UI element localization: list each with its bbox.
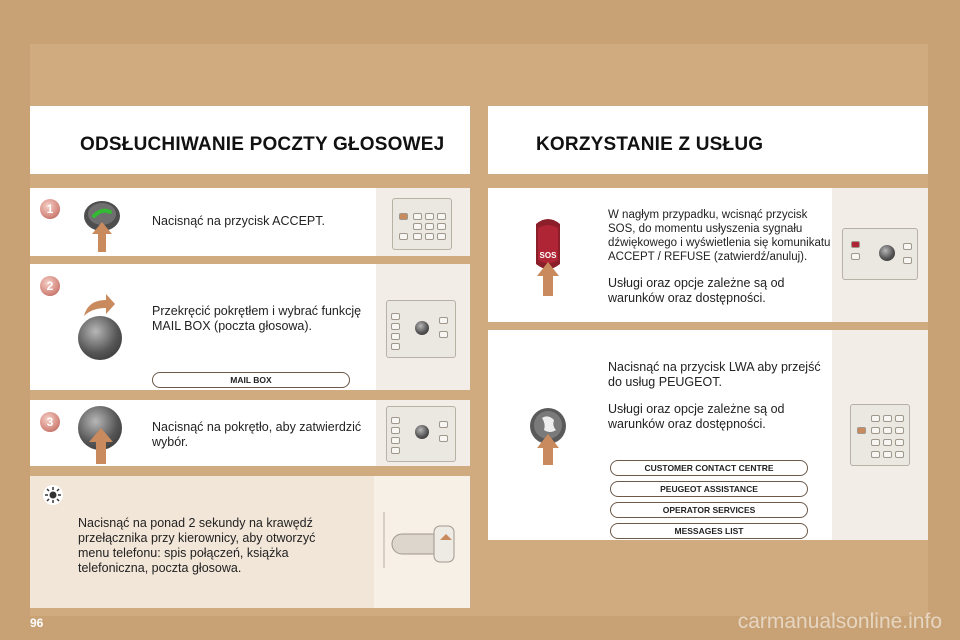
- step-2-panel: [30, 264, 470, 390]
- step-1-text: Nacisnąć na przycisk ACCEPT.: [152, 214, 325, 228]
- sos-illustration-bg: [832, 188, 928, 322]
- step-2-illustration-bg: [376, 264, 470, 390]
- rotary-knob-icon: [78, 316, 122, 360]
- menu-item-peugeot-assistance: PEUGEOT ASSISTANCE: [610, 481, 808, 497]
- tip-illustration-bg: [374, 476, 470, 608]
- sos-instruction-text: W nagłym przypadku, wcisnąć przycisk SOS, do momentu usłyszenia sygnału dźwiękowego i wyświetlenia się komunikatu ACCEPT / REFUSE (zatwierdź/anuluj).: [608, 209, 831, 263]
- press-arrow-icon: [88, 428, 114, 466]
- step-3-illustration-bg: [376, 400, 470, 466]
- accept-button-icon: [78, 196, 130, 254]
- sos-label: SOS: [539, 251, 557, 260]
- left-section-title: ODSŁUCHIWANIE POCZTY GŁOSOWEJ: [80, 134, 445, 155]
- watermark-text: carmanualsonline.info: [737, 610, 942, 633]
- phone-keypad-illustration: [392, 198, 452, 250]
- mail-box-label: MAIL BOX: [152, 372, 350, 388]
- right-section-title: KORZYSTANIE Z USŁUG: [536, 134, 764, 155]
- step-1-panel: [30, 188, 470, 256]
- right-title-panel: [488, 106, 928, 174]
- sos-availability-text: Usługi oraz opcje zależne są od warunków oraz dostępności.: [608, 276, 785, 305]
- steering-stalk-illustration: [382, 510, 462, 570]
- peugeot-services-panel: [488, 330, 928, 540]
- step-3-text: Nacisnąć na pokrętło, aby zatwierdzić wybór.: [152, 420, 362, 449]
- lwa-illustration-bg: [832, 330, 928, 540]
- peugeot-lion-button-icon: [528, 406, 568, 466]
- step-1-illustration-bg: [376, 188, 470, 256]
- lightbulb-icon: [42, 484, 64, 506]
- radio-unit-illustration: [842, 228, 918, 280]
- tip-text: Nacisnąć na ponad 2 sekundy na krawędź przełącznika przy kierownicy, aby otworzyć menu telefonu: spis połączeń, książka telefoniczna, poczta głosowa.: [78, 516, 316, 575]
- phone-keypad-illustration: [850, 404, 910, 466]
- sos-panel: [488, 188, 928, 322]
- page-number: 96: [30, 616, 44, 630]
- sos-button-icon: [530, 214, 566, 298]
- step-3-panel: [30, 400, 470, 466]
- lwa-instruction-text: Nacisnąć na przycisk LWA aby przejść do usług PEUGEOT.: [608, 360, 821, 389]
- step-2-text: Przekręcić pokrętłem i wybrać funkcję MAIL BOX (poczta głosowa).: [152, 304, 362, 333]
- menu-item-customer-contact-centre: CUSTOMER CONTACT CENTRE: [610, 460, 808, 476]
- menu-item-operator-services: OPERATOR SERVICES: [610, 502, 808, 518]
- step-number-badge: 3: [40, 412, 60, 432]
- radio-unit-illustration: [386, 406, 456, 462]
- radio-unit-illustration: [386, 300, 456, 358]
- menu-item-messages-list: MESSAGES LIST: [610, 523, 808, 539]
- step-number-badge: 2: [40, 276, 60, 296]
- lwa-availability-text: Usługi oraz opcje zależne są od warunków oraz dostępności.: [608, 402, 785, 431]
- step-number-badge: 1: [40, 199, 60, 219]
- tip-panel: [30, 476, 470, 608]
- rotate-arrow-icon: [82, 292, 116, 318]
- left-title-panel: [30, 106, 470, 174]
